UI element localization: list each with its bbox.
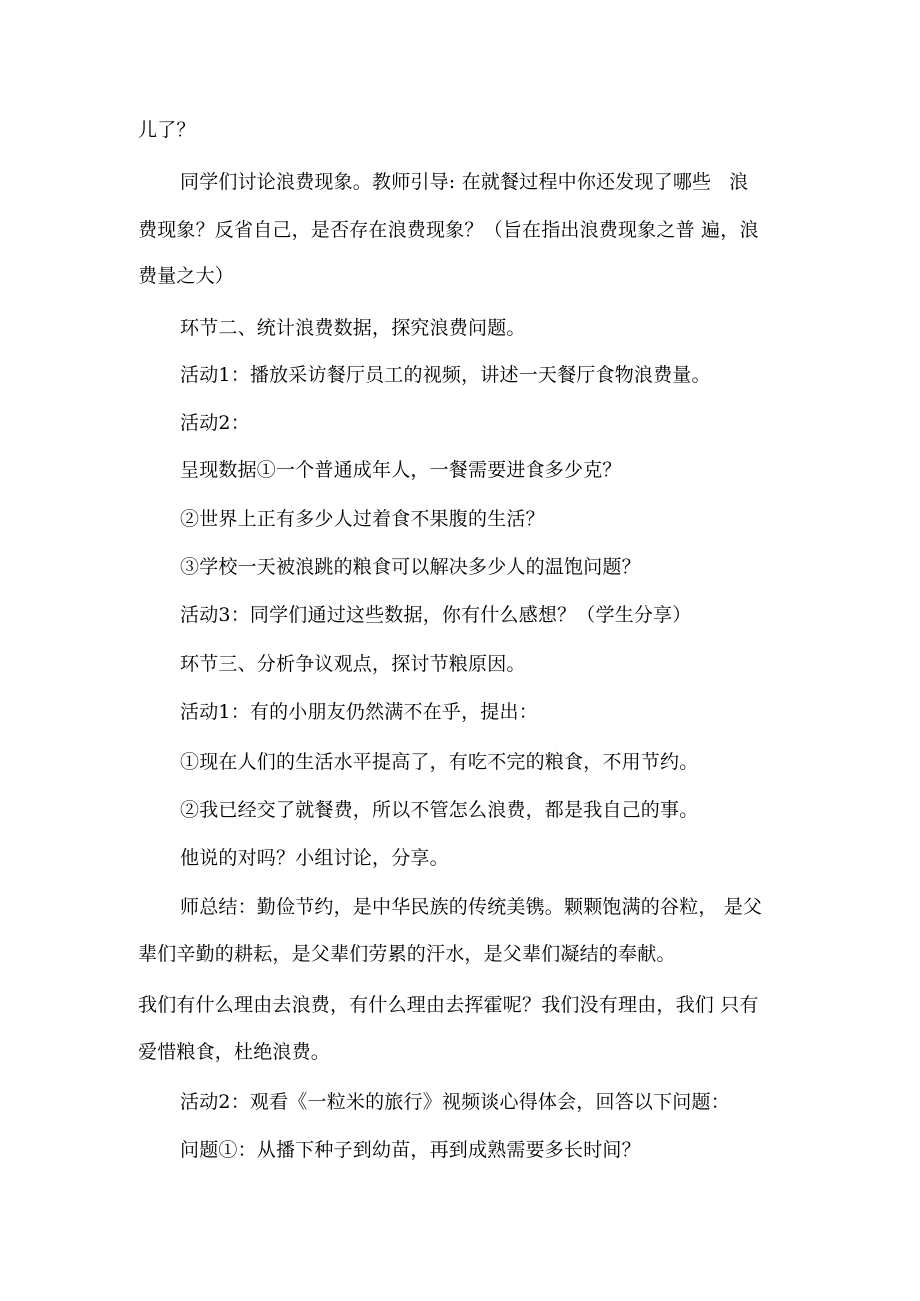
text-line-6: 活动1：播放采访餐厅员工的视频，讲述一天餐厅食物浪费量。 xyxy=(180,364,711,386)
text-line-19: 我们有什么理由去浪费，有什么理由去挥霍呢？我们没有理由，我们 只有 xyxy=(138,994,759,1016)
text-line-16: 他说的对吗？小组讨论，分享。 xyxy=(180,847,449,869)
text-line-5: 环节二、统计浪费数据，探究浪费问题。 xyxy=(180,317,526,339)
text-line-15: ②我已经交了就餐费，所以不管怎么浪费，都是我自己的事。 xyxy=(180,799,699,821)
text-line-12: 环节三、分析争议观点，探讨节粮原因。 xyxy=(180,653,526,675)
text-line-18: 辈们辛勤的耕耘，是父辈们劳累的汗水，是父辈们凝结的奉献。 xyxy=(138,943,676,965)
text-line-8: 呈现数据①一个普通成年人，一餐需要进食多少克？ xyxy=(180,459,622,481)
text-line-3: 费现象？反省自己，是否存在浪费现象？（旨在指出浪费现象之普 遍，浪 xyxy=(138,219,759,241)
text-line-13: 活动1：有的小朋友仍然满不在乎，提出： xyxy=(180,701,538,723)
text-line-17: 师总结：勤俭节约，是中华民族的传统美镌。颗颗饱满的谷粒， 是父 xyxy=(180,896,763,918)
text-line-22: 问题①：从播下种子到幼苗，再到成熟需要多长时间？ xyxy=(180,1139,641,1161)
text-line-4: 费量之大） xyxy=(138,265,235,287)
text-line-9: ②世界上正有多少人过着食不果腹的生活？ xyxy=(180,508,545,530)
text-line-14: ①现在人们的生活水平提高了，有吃不完的粮食，不用节约。 xyxy=(180,751,699,773)
text-line-21: 活动2：观看《一粒米的旅行》视频谈心得体会，回答以下问题： xyxy=(180,1091,730,1113)
text-line-7: 活动2： xyxy=(180,412,250,434)
text-line-11: 活动3：同学们通过这些数据，你有什么感想？（学生分享） xyxy=(180,604,692,626)
text-line-10: ③学校一天被浪跳的粮食可以解决多少人的温饱问题？ xyxy=(180,556,641,578)
text-line-2: 同学们讨论浪费现象。教师引导: 在就餐过程中你还发现了哪些 浪 xyxy=(180,171,749,193)
text-line-1: 儿了？ xyxy=(138,119,196,141)
text-line-20: 爱惜粮食，杜绝浪费。 xyxy=(138,1041,331,1063)
